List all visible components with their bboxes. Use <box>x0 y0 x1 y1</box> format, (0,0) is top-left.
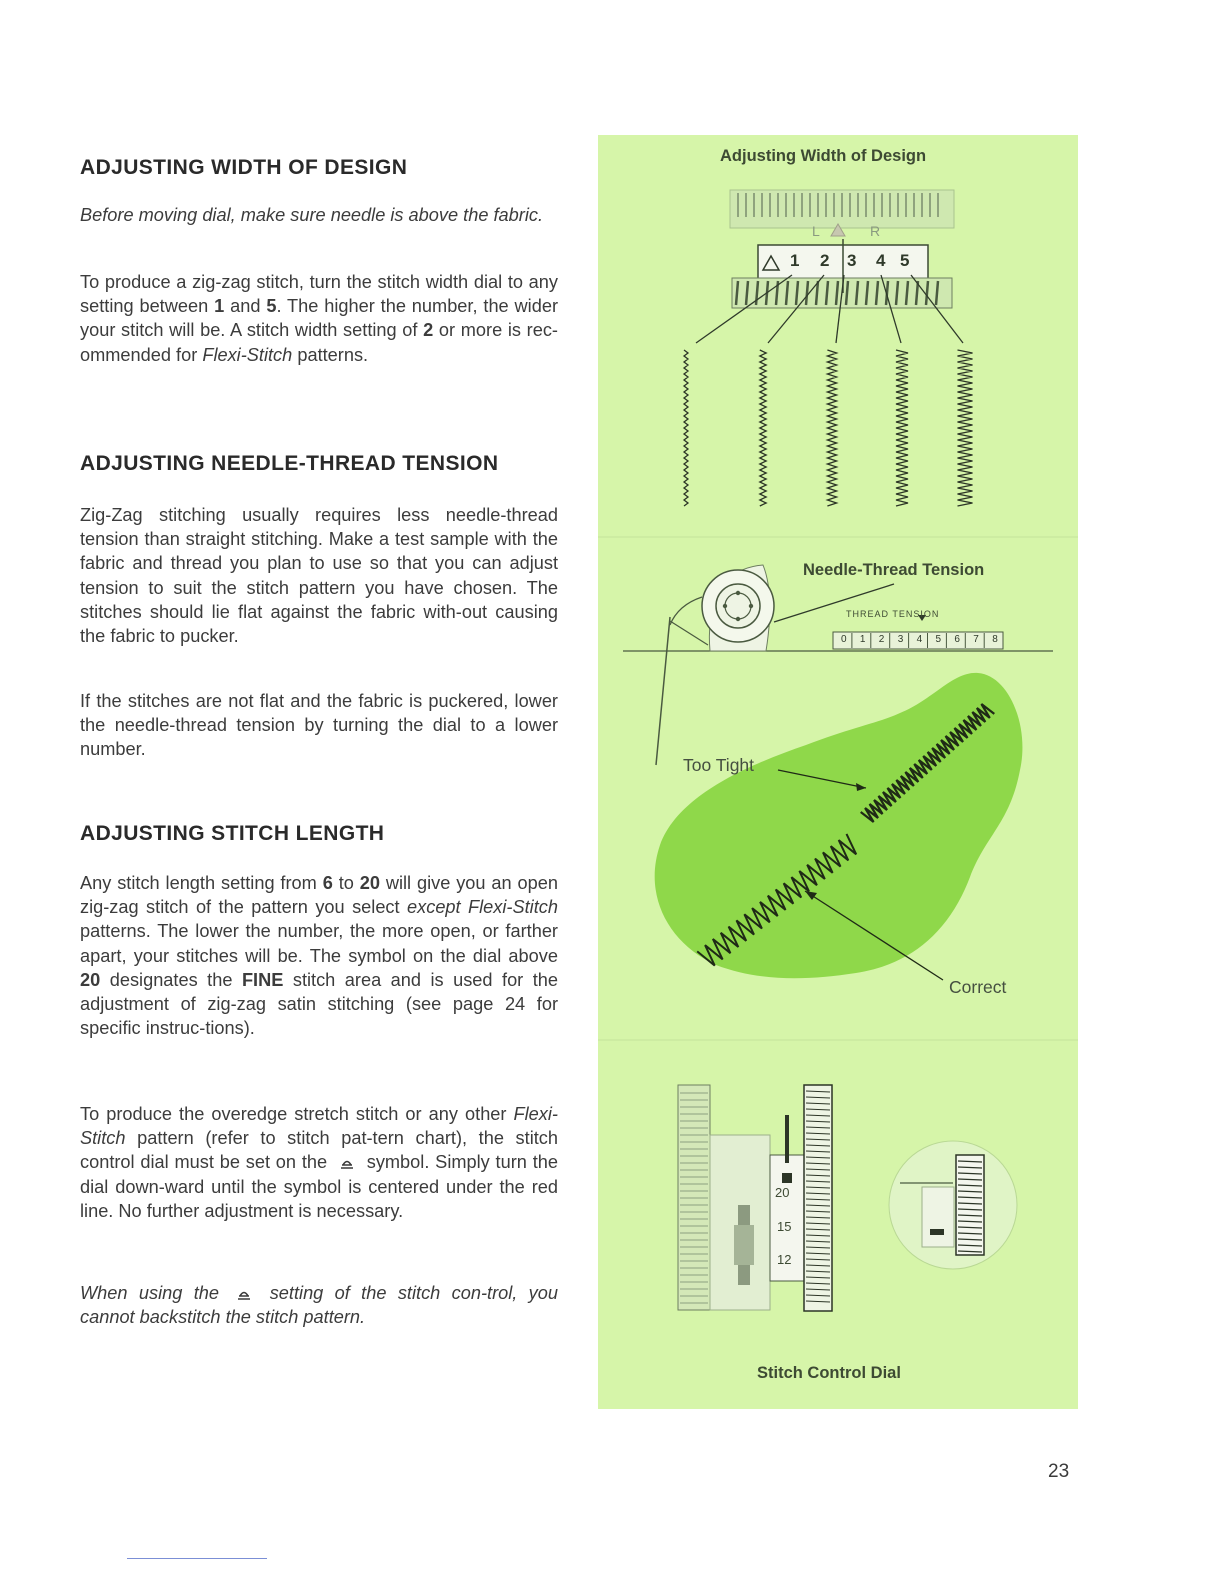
flexi-stitch-symbol-icon <box>236 1288 252 1300</box>
stitch-control-dial-illustration <box>678 1085 1017 1311</box>
dial-number-5: 5 <box>900 251 910 270</box>
tension-figure-caption: Needle-Thread Tension <box>803 561 985 579</box>
page-number: 23 <box>1048 1461 1070 1482</box>
dial-letter-l: L <box>812 223 820 239</box>
stitch-width-dial-illustration <box>684 190 973 506</box>
fabric-sample-illustration <box>655 673 1023 980</box>
flexi-stitch-symbol-icon <box>339 1157 355 1169</box>
tension-number: 7 <box>973 634 979 645</box>
tension-number: 1 <box>859 634 866 645</box>
tension-paragraph-1: Zig-Zag stitching usually requires less needle-thread tension than straight stitching. Make a test sample with the fabric and thread you plan to use so that you can adjust tension to suit the stitch pattern you have chosen. The stitches should lie flat against the fabric with-out causing the fabric to pucker. <box>80 505 558 647</box>
tension-number: 4 <box>916 634 923 645</box>
tension-number: 5 <box>935 634 942 645</box>
width-figure-caption: Adjusting Width of Design <box>720 147 927 165</box>
width-paragraph: To produce a zig-zag stitch, turn the stitch width dial to any setting between 1 and 5. The higher the number, the wider your stitch will be. A stitch width setting of 2 or more is rec-ommended for Flexi-Stitch patterns. <box>80 272 559 365</box>
zigzag-width-2 <box>760 350 766 506</box>
stitch-number-12: 12 <box>777 1252 792 1267</box>
tension-number: 6 <box>954 634 960 645</box>
zigzag-width-4 <box>896 350 908 506</box>
length-paragraph-2: To produce the overedge stretch stitch or any other Flexi-Stitch pattern (refer to stitch pat-tern chart), the stitch control dial must be set on the symbol. Simply turn the dial down-ward until the symbol is centered under the red line. No further adjustment is necessary. <box>80 1104 558 1221</box>
length-note: When using the setting of the stitch con-trol, you cannot backstitch the stitch pattern. <box>80 1283 559 1328</box>
dial-letter-r: R <box>870 223 881 239</box>
correct-label: Correct <box>949 977 1007 997</box>
thread-tension-label: THREAD TENSION <box>846 609 940 619</box>
dial-number-4: 4 <box>876 251 886 270</box>
zigzag-width-1 <box>684 350 688 506</box>
dial-number-2: 2 <box>820 251 830 270</box>
stitch-number-15: 15 <box>777 1219 792 1234</box>
too-tight-label: Too Tight <box>683 755 755 775</box>
tension-paragraph-2: If the stitches are not flat and the fabric is puckered, lower the needle-thread tension by turning the dial to a lower number. <box>80 691 558 760</box>
dial-number-3: 3 <box>847 251 857 270</box>
section-title-length: ADJUSTING STITCH LENGTH <box>80 822 385 845</box>
stitch-number-20: 20 <box>775 1185 790 1200</box>
tension-number: 3 <box>897 634 904 645</box>
tension-number: 0 <box>841 634 847 645</box>
zigzag-width-5 <box>958 350 973 506</box>
footer-rule <box>127 1558 267 1559</box>
zigzag-width-3 <box>827 350 836 506</box>
dial-number-1: 1 <box>790 251 800 270</box>
illustrations-svg <box>598 135 1078 1409</box>
width-note: Before moving dial, make sure needle is above the fabric. <box>80 205 544 225</box>
illustration-panel <box>598 135 1078 1409</box>
section-title-tension: ADJUSTING NEEDLE-THREAD TENSION <box>80 452 499 475</box>
stitch-dial-caption: Stitch Control Dial <box>757 1364 901 1382</box>
tension-number: 8 <box>992 634 998 645</box>
length-paragraph-1: Any stitch length setting from 6 to 20 will give you an open zig-zag stitch of the pattern you select except Flexi-Stitch patterns. The lower the number, the more open, or farther apart, your stitches will be. The symbol on the dial above 20 designates the FINE stitch area and is used for the adjustment of zig-zag satin stitching (see page 24 for specific instruc-tions). <box>80 873 558 1039</box>
tension-scale <box>835 634 1001 648</box>
tension-number: 2 <box>878 634 885 645</box>
section-title-width: ADJUSTING WIDTH OF DESIGN <box>80 156 408 179</box>
